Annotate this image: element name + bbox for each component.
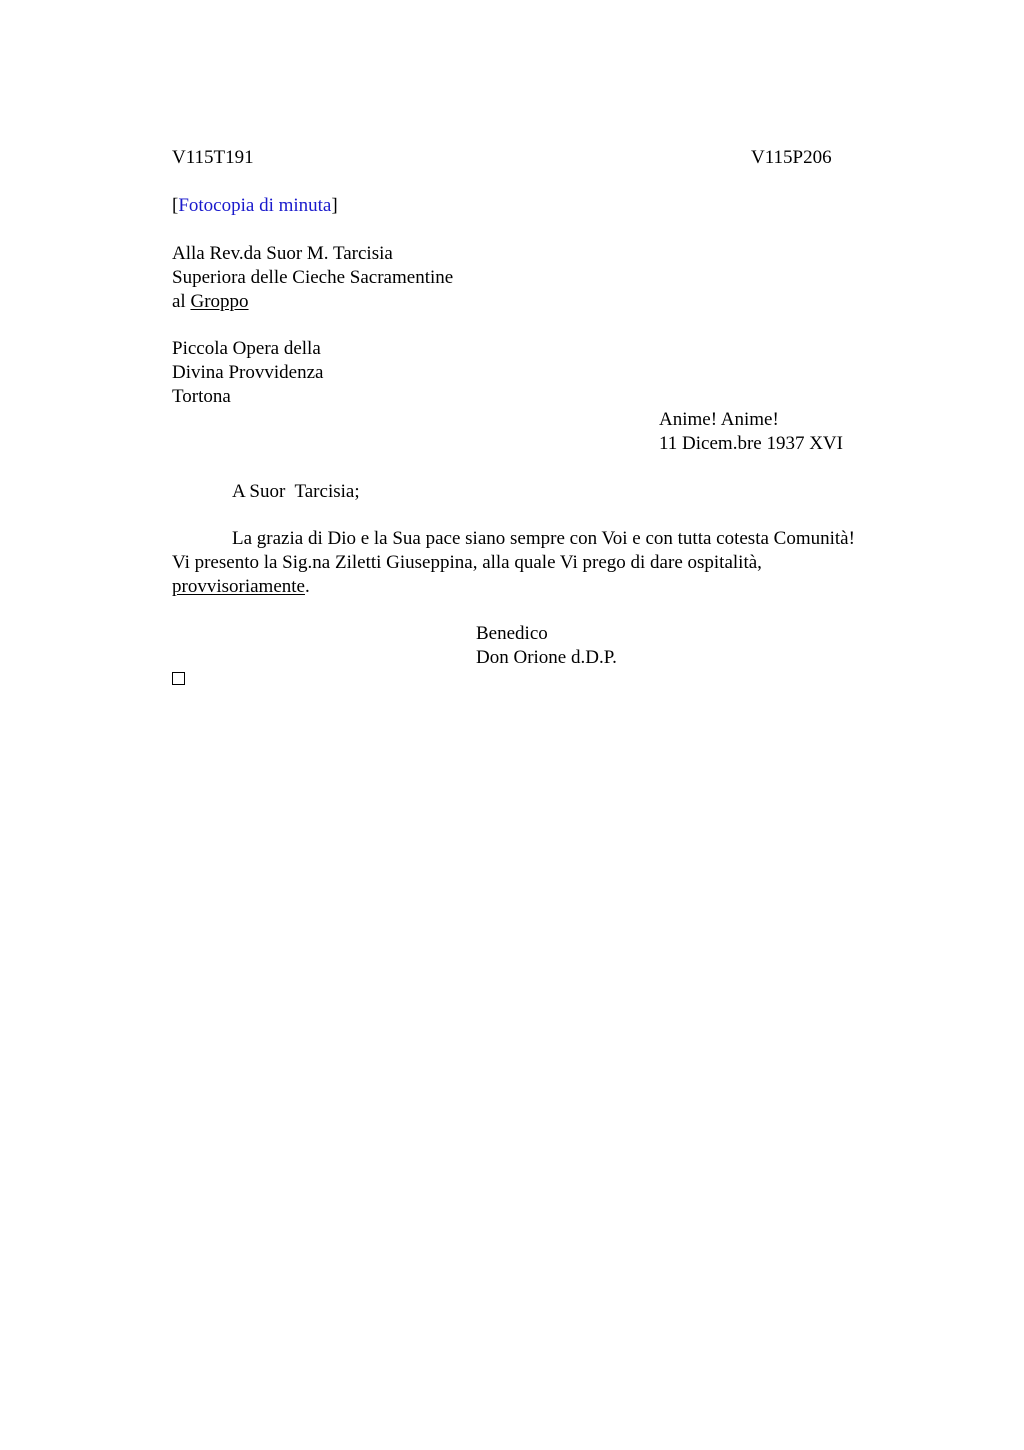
sender-line-1: Piccola Opera della [172,338,321,359]
emphasized-word: provvisoriamente [172,576,305,597]
body-line-3 [172,575,310,599]
body-line-2: Vi presento la Sig.na Ziletti Giuseppina, alla quale Vi prego di dare ospitalità, [172,552,762,573]
editorial-note [172,194,338,218]
motto: Anime! Anime! [659,409,779,430]
date: 11 Dicem.bre 1937 XVI [659,433,843,454]
sender-line-3: Tortona [172,386,231,407]
bracket-open: [ [172,195,179,216]
document-code-right: V115P206 [751,147,832,168]
closing-block [476,622,617,670]
recipient-line-3 [172,290,453,314]
bracket-close: ] [331,195,338,216]
recipient-prefix: al [172,291,191,312]
closing-line-1: Benedico [476,623,548,644]
body-line-3-end: . [304,576,310,597]
salutation: A Suor Tarcisia; [232,481,360,502]
signature: Don Orione d.D.P. [476,647,617,668]
note-text: Fotocopia di minuta [178,195,332,216]
sender-block [172,337,323,409]
recipient-block [172,242,453,314]
recipient-line-1: Alla Rev.da Suor M. Tarcisia [172,243,393,264]
body-line-1: La grazia di Dio e la Sua pace siano sempre con Voi e con tutta cotesta Comunità! [232,528,855,549]
recipient-line-2: Superiora delle Cieche Sacramentine [172,267,454,288]
dateline-block [659,408,843,456]
checkbox-square-icon [172,672,185,685]
recipient-place: Groppo [190,291,249,312]
document-code-left: V115T191 [172,147,254,168]
sender-line-2: Divina Provvidenza [172,362,324,383]
